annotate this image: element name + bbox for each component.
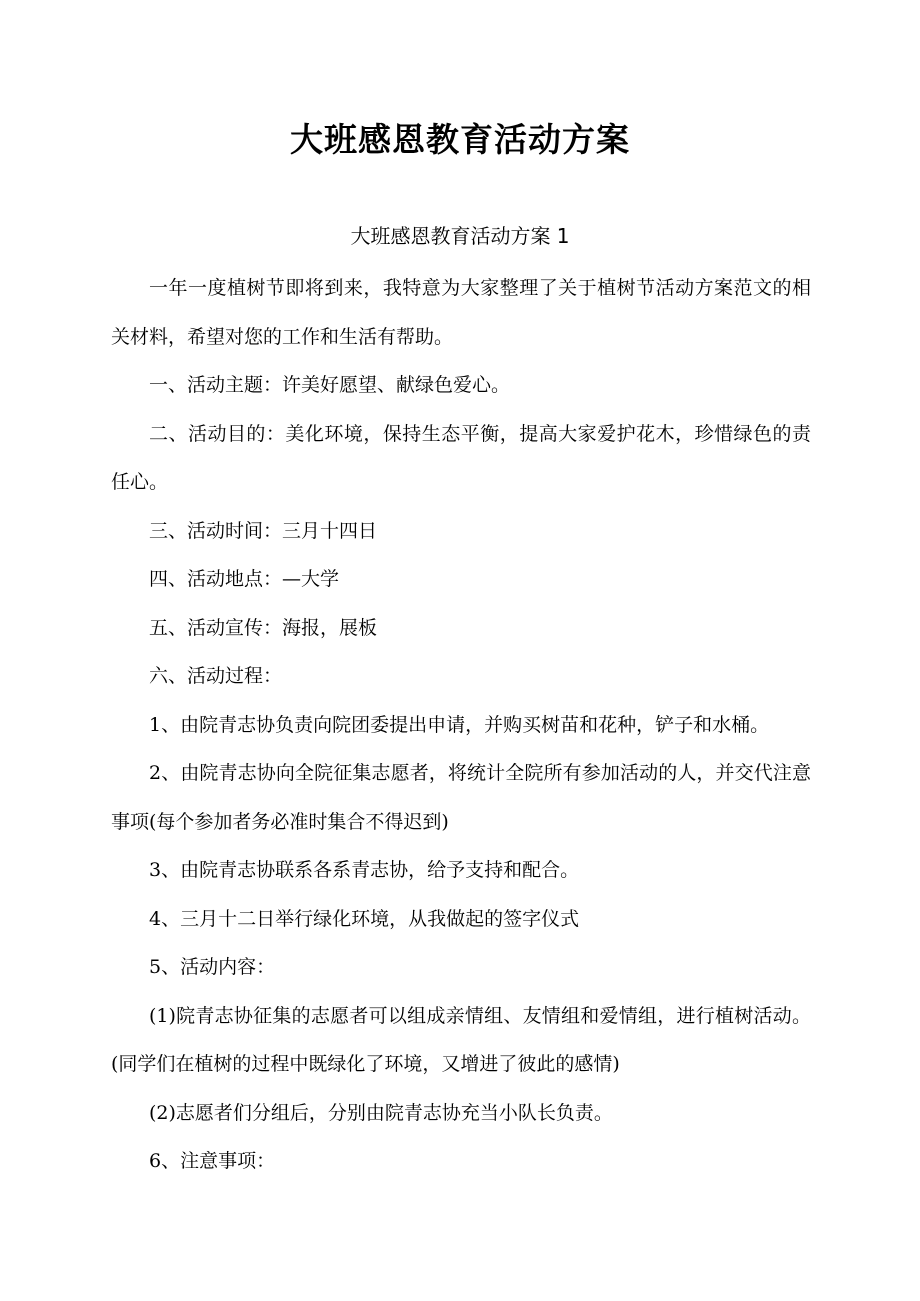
paragraph-step-5: 5、活动内容： bbox=[149, 956, 276, 978]
paragraph-process-heading: 六、活动过程： bbox=[149, 665, 283, 687]
paragraph-intro: 一年一度植树节即将到来，我特意为大家整理了关于植树节活动方案范文的相关材料，希望对您的工作和生活有帮助。 bbox=[111, 277, 811, 348]
paragraph-theme: 一、活动主题：许美好愿望、献绿色爱心。 bbox=[149, 374, 511, 396]
paragraph-publicity: 五、活动宣传：海报，展板 bbox=[149, 616, 378, 639]
document-body bbox=[111, 264, 811, 1186]
paragraph-location: 四、活动地点：—大学 bbox=[149, 568, 340, 590]
paragraph-step-2: 2、由院青志协向全院征集志愿者，将统计全院所有参加活动的人，并交代注意事项(每个参加者务必准时集合不得迟到) bbox=[111, 762, 811, 833]
paragraph-step-3: 3、由院青志协联系各系青志协，给予支持和配合。 bbox=[149, 859, 580, 881]
document-title: 大班感恩教育活动方案 bbox=[290, 120, 630, 159]
paragraph-content-1: (1)院青志协征集的志愿者可以组成亲情组、友情组和爱情组，进行植树活动。(同学们在植树的过程中既绿化了环境，又增进了彼此的感情) bbox=[111, 1004, 811, 1075]
paragraph-step-4: 4、三月十二日举行绿化环境，从我做起的签字仪式 bbox=[149, 907, 580, 930]
paragraph-purpose: 二、活动目的：美化环境，保持生态平衡，提高大家爱护花木，珍惜绿色的责任心。 bbox=[111, 422, 811, 493]
section-title: 大班感恩教育活动方案 1 bbox=[350, 224, 570, 248]
paragraph-notes-heading: 6、注意事项： bbox=[149, 1150, 276, 1172]
paragraph-content-2: (2)志愿者们分组后，分别由院青志协充当小队长负责。 bbox=[149, 1101, 613, 1124]
paragraph-step-1: 1、由院青志协负责向院团委提出申请，并购买树苗和花种，铲子和水桶。 bbox=[149, 713, 770, 736]
paragraph-time: 三、活动时间：三月十四日 bbox=[149, 519, 378, 542]
